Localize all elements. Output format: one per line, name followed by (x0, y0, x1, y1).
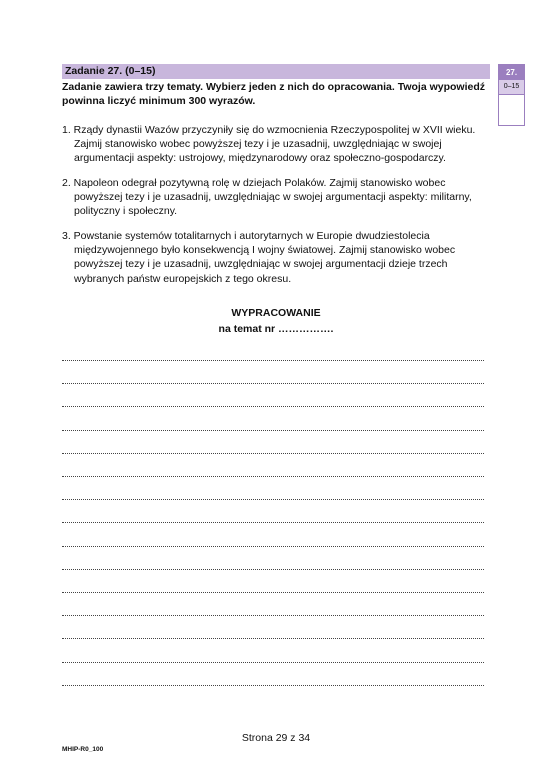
essay-title: WYPRACOWANIE (231, 307, 321, 319)
instructions-line: Zadanie zawiera trzy tematy. Wybierz jeden z nich do opracowania. Twoja wypowiedź (62, 81, 486, 93)
answer-line[interactable] (62, 453, 484, 454)
answer-line[interactable] (62, 476, 484, 477)
answer-line[interactable] (62, 569, 484, 570)
topic-1-line: Zajmij stanowisko wobec powyższej tezy i je uzasadnij, uwzględniając w swojej (74, 138, 442, 151)
answer-line[interactable] (62, 522, 484, 523)
topic-1 (62, 123, 487, 166)
score-entry-cell[interactable] (499, 95, 524, 125)
score-box (498, 64, 525, 126)
answer-line[interactable] (62, 430, 484, 431)
topic-3-line: powyższej tezy i je uzasadnij, uwzględniając w swojej argumentacji dzieje trzech (74, 258, 448, 271)
topic-2-line: polityczny i społeczny. (74, 205, 178, 218)
topic-3-line: 3. Powstanie systemów totalitarnych i autorytarnych w Europie dwudziestolecia (62, 230, 430, 242)
topic-1-line: 1. Rządy dynastii Wazów przyczyniły się do wzmocnienia Rzeczypospolitej w XVII wieku. (62, 124, 476, 136)
answer-line[interactable] (62, 662, 484, 663)
answer-line[interactable] (62, 685, 484, 686)
answer-line[interactable] (62, 499, 484, 500)
answer-line[interactable] (62, 615, 484, 616)
instructions-line: powinna liczyć minimum 300 wyrazów. (62, 95, 256, 107)
answer-line[interactable] (62, 360, 484, 361)
topic-1-line: argumentacji aspekty: ustrojowy, międzynarodowy oraz społeczno-gospodarczy. (74, 152, 446, 165)
document-code: MHIP-R0_100 (62, 746, 104, 753)
answer-line[interactable] (62, 546, 484, 547)
task-header: Zadanie 27. (0–15) (62, 64, 490, 79)
task-instructions (62, 80, 490, 108)
topic-2-line: 2. Napoleon odegrał pozytywną rolę w dziejach Polaków. Zajmij stanowisko wobec (62, 177, 446, 189)
answer-line[interactable] (62, 638, 484, 639)
essay-subtitle: na temat nr ……………. (218, 323, 334, 335)
topic-2 (62, 176, 487, 219)
topic-3-line: międzywojennego było konsekwencją I wojny światowej. Zajmij stanowisko wobec (74, 244, 456, 257)
topic-3 (62, 229, 487, 286)
page-number: Strona 29 z 34 (241, 732, 311, 744)
answer-line[interactable] (62, 592, 484, 593)
topic-3-line: wybranych państw europejskich z tego okresu. (74, 272, 292, 285)
answer-line[interactable] (62, 383, 484, 384)
score-task-number: 27. (499, 65, 524, 80)
score-range: 0–15 (499, 80, 524, 95)
topic-2-line: powyższej tezy i je uzasadnij, uwzględniając w swojej argumentacji aspekty: militarny, (74, 191, 472, 204)
answer-line[interactable] (62, 406, 484, 407)
